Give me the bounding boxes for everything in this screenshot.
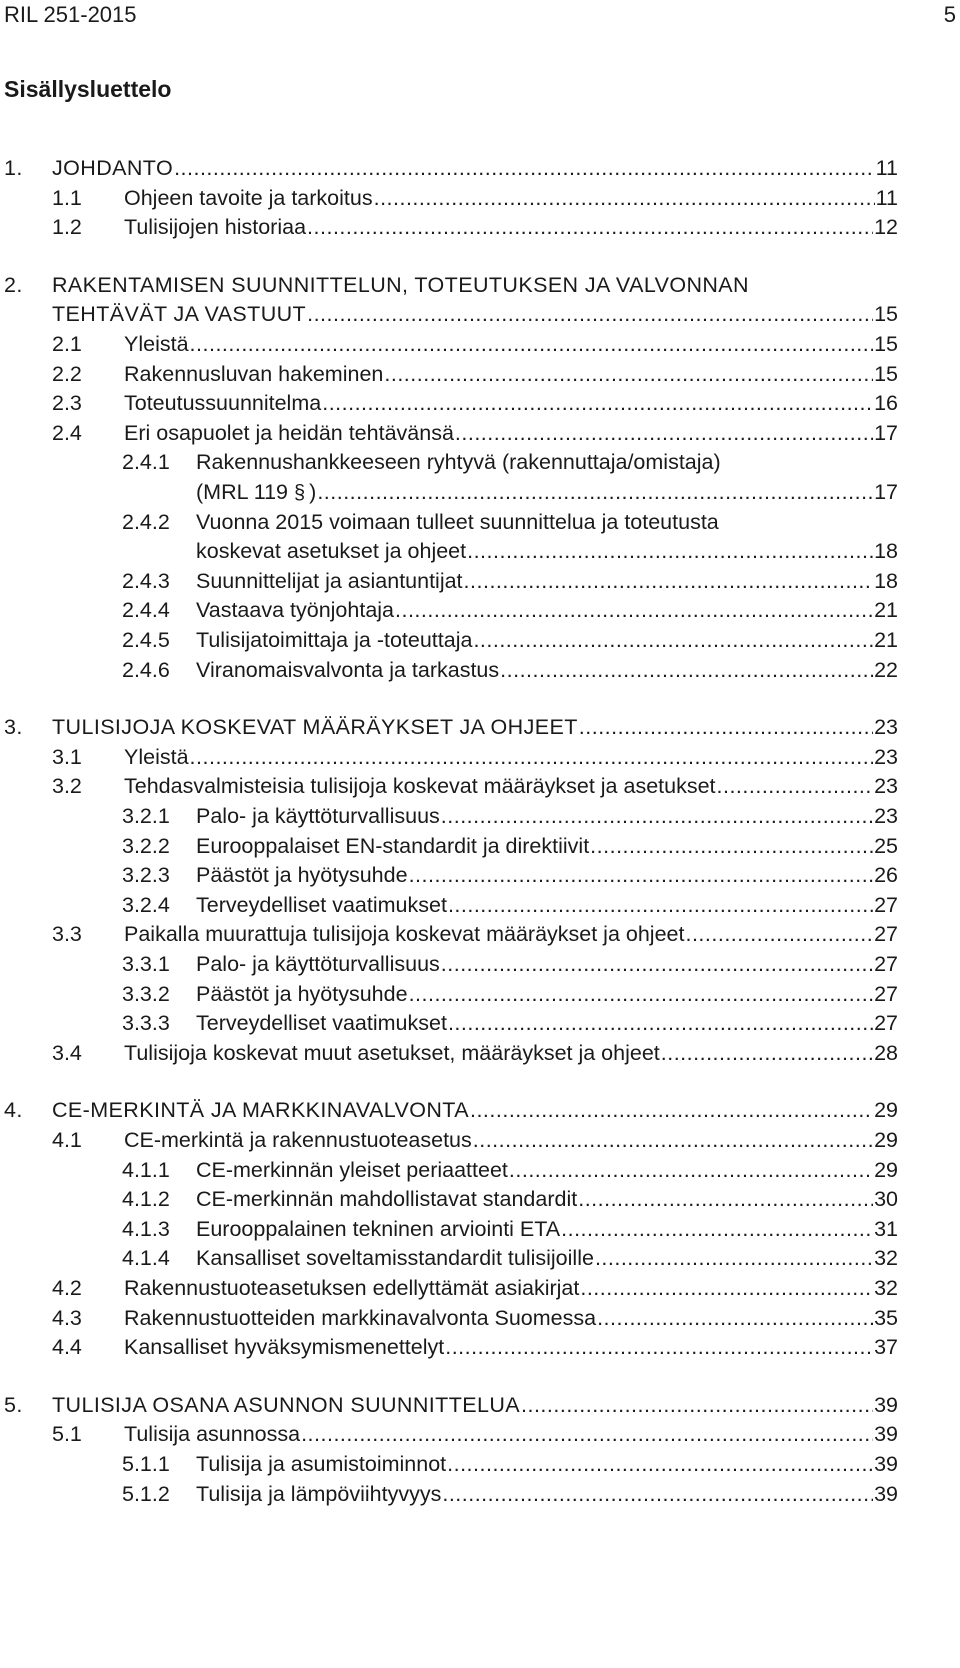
toc-entry-title: Tulisijojen historiaa [124,215,307,240]
dot-leader [442,1478,873,1510]
toc-entry-number: 5.1 [52,1422,82,1447]
dot-leader [580,1272,873,1304]
toc-entry-page: 28 [874,1040,898,1065]
document-id: RIL 251-2015 [4,2,137,27]
toc-entry[interactable] [0,1389,960,1421]
toc-entry[interactable] [0,1007,960,1039]
toc-entry-title-suffix: ) [309,480,317,504]
toc-entry-page: 22 [874,657,898,682]
toc-entry-page: 25 [874,833,898,858]
toc-entry-page: 39 [874,1481,898,1506]
dot-leader [409,978,874,1010]
dot-leader [322,387,873,419]
toc-entry-number: 5.1.2 [122,1481,170,1506]
toc-entry[interactable] [0,446,960,478]
toc-entry-title: CE-merkintä ja rakennustuoteasetus [124,1128,472,1152]
section-sign-symbol: § [294,482,306,504]
toc-entry-number: 3.2.4 [122,892,170,917]
toc-entry-page: 16 [874,391,898,416]
toc-entry[interactable] [0,624,960,656]
toc-entry[interactable] [0,978,960,1010]
toc-entry-page: 15 [874,361,898,386]
dot-leader [384,358,873,390]
dot-leader [579,711,873,743]
toc-entry-number: 3.2.3 [122,863,170,888]
toc-entry-page: 27 [874,922,898,947]
dot-leader [174,152,875,184]
toc-entry[interactable] [0,654,960,686]
toc-entry-title: Tehdasvalmisteisia tulisijoja koskevat määräykset ja asetukset [124,774,716,799]
toc-entry-number: 5.1.1 [122,1452,170,1476]
toc-entry-number: 2.4.3 [122,568,170,593]
toc-entry-number: 4.1.4 [122,1246,170,1271]
toc-entry[interactable] [0,182,960,214]
dot-leader [190,328,874,360]
toc-entry-page: 15 [874,302,898,327]
toc-entry[interactable] [0,711,960,743]
toc-entry[interactable] [0,269,960,301]
toc-entry-page: 23 [874,804,898,828]
toc-entry[interactable] [0,948,960,980]
dot-leader [590,830,873,862]
toc-entry-title: Eurooppalainen tekninen arviointi ETA [196,1216,561,1241]
toc-entry[interactable] [0,506,960,538]
toc-entry-number: 2.4.4 [122,598,170,623]
toc-entry[interactable] [0,387,960,419]
toc-entry-number: 3.2.1 [122,804,170,828]
toc-entry-title: TULISIJOJA KOSKEVAT MÄÄRÄYKSET JA OHJEET [52,715,578,740]
toc-entry-title: Viranomaisvalvonta ja tarkastus [196,657,500,682]
toc-entry-title: Vuonna 2015 voimaan tulleet suunnittelua ja toteutusta [196,509,719,534]
toc-entry-page: 39 [874,1422,898,1447]
toc-entry-title: Suunnittelijat ja asiantuntijat [196,568,463,593]
dot-leader [661,1037,873,1069]
toc-entry-number: 1.2 [52,215,82,240]
toc-entry-number: 1. [4,156,23,180]
dot-leader [190,741,874,773]
dot-leader [447,1448,873,1480]
toc-entry-page: 17 [874,480,898,504]
dot-leader [374,182,875,214]
toc-entry-title: Ohjeen tavoite ja tarkoitus [124,185,373,210]
dot-leader [448,1007,873,1039]
toc-entry[interactable] [0,565,960,597]
toc-entry-title: Vastaava työnjohtaja [196,598,395,623]
dot-leader [509,1154,873,1186]
toc-entry-page: 27 [874,892,898,917]
toc-entry[interactable] [0,594,960,626]
toc-entry[interactable] [0,476,960,508]
dot-leader [464,565,874,597]
toc-entry[interactable] [0,889,960,921]
toc-entry-page: 26 [874,863,898,888]
toc-entry-title: Rakennusluvan hakeminen [124,361,384,386]
toc-entry-title: Rakennustuoteasetuksen edellyttämät asiakirjat [124,1276,580,1300]
toc-entry-title: CE-merkinnän mahdollistavat standardit [196,1187,578,1212]
toc-entry-title: Yleistä [124,332,189,356]
toc-entry-number: 4.1.2 [122,1187,170,1212]
dot-leader [473,1124,873,1156]
toc-entry[interactable] [0,1331,960,1363]
toc-entry-number: 2.3 [52,391,82,416]
dot-leader [307,211,873,243]
toc-entry-title: CE-MERKINTÄ JA MARKKINAVALVONTA [52,1098,469,1123]
toc-entry-title: Yleistä [124,744,189,769]
toc-entry-number: 2.4.6 [122,657,170,682]
toc-entry-title: RAKENTAMISEN SUUNNITTELUN, TOTEUTUKSEN JA VALVONNAN [52,272,749,297]
toc-entry[interactable] [0,770,960,802]
toc-entry-page: 31 [874,1216,898,1241]
toc-entry[interactable] [0,800,960,832]
toc-entry-page: 23 [874,774,898,799]
toc-entry[interactable] [0,152,960,184]
toc-title: Sisällysluettelo [4,76,172,102]
toc-entry[interactable] [0,417,960,449]
toc-entry-page: 17 [874,420,898,445]
toc-entry[interactable] [0,1242,960,1274]
toc-entry[interactable] [0,1213,960,1245]
dot-leader [301,1418,873,1450]
toc-entry-number: 3.2.2 [122,833,170,858]
toc-entry[interactable] [0,1448,960,1480]
toc-entry[interactable] [0,1183,960,1215]
toc-entry-number: 3.3.1 [122,952,170,976]
toc-entry-title: CE-merkinnän yleiset periaatteet [196,1157,508,1182]
toc-entry-title: TULISIJA OSANA ASUNNON SUUNNITTELUA [52,1392,520,1417]
toc-entry-number: 2.4 [52,420,82,445]
toc-entry-page: 18 [874,539,898,564]
toc-entry-title: Terveydelliset vaatimukset [196,892,447,917]
page-number: 5 [943,2,956,27]
toc-entry-number: 4.1.3 [122,1216,170,1241]
toc-entry-page: 29 [874,1128,898,1152]
toc-entry-number: 3.3 [52,922,82,947]
toc-entry-number: 3.4 [52,1040,82,1065]
dot-leader [467,535,873,567]
toc-entry[interactable] [0,1418,960,1450]
toc-entry-page: 29 [874,1098,898,1123]
toc-entry-page: 11 [875,185,898,210]
toc-entry[interactable] [0,1154,960,1186]
toc-entry-number: 3. [4,715,23,740]
toc-entry-title: Kansalliset soveltamisstandardit tulisijoille [196,1246,594,1271]
toc-entry[interactable] [0,328,960,360]
toc-entry-title: Eurooppalaiset EN-standardit ja direktiivit [196,833,590,858]
toc-entry-title: Tulisija ja asumistoiminnot [196,1452,447,1476]
toc-entry-number: 2.1 [52,332,82,356]
dot-leader [409,859,874,891]
dot-leader [470,1094,873,1126]
dot-leader [395,594,873,626]
toc-entry[interactable] [0,741,960,773]
toc-entry[interactable] [0,1037,960,1069]
toc-entry-number: 2.4.5 [122,628,170,652]
toc-entry-page: 39 [874,1392,898,1417]
dot-leader [473,624,873,656]
toc-entry[interactable] [0,298,960,330]
dot-leader [500,654,873,686]
toc-entry-number: 3.3.2 [122,981,170,1006]
toc-entry[interactable] [0,535,960,567]
dot-leader [448,889,873,921]
toc-entry-page: 12 [874,215,898,240]
toc-entry-page: 32 [874,1276,898,1300]
toc-entry-title: Kansalliset hyväksymismenettelyt [124,1335,445,1360]
dot-leader [597,1302,873,1334]
toc-entry-page: 27 [874,981,898,1006]
toc-entry-title: Rakennustuotteiden markkinavalvonta Suomessa [124,1305,597,1330]
dot-leader [717,770,874,802]
toc-entry-page: 37 [874,1335,898,1360]
toc-entry-number: 2. [4,272,23,297]
toc-entry-number: 4.1.1 [122,1157,170,1182]
toc-entry-title: Päästöt ja hyötysuhde [196,981,408,1006]
dot-leader [561,1213,873,1245]
toc-entry-title: Tulisija asunnossa [124,1422,301,1447]
toc-entry-title: Eri osapuolet ja heidän tehtävänsä [124,420,454,445]
toc-entry[interactable] [0,1478,960,1510]
toc-entry-title: Paikalla muurattuja tulisijoja koskevat määräykset ja ohjeet [124,922,685,947]
toc-entry-number: 3.1 [52,744,82,769]
toc-entry-title: Päästöt ja hyötysuhde [196,863,408,888]
toc-entry-title: Tulisijoja koskevat muut asetukset, määräykset ja ohjeet [124,1040,660,1065]
dot-leader [455,417,873,449]
toc-entry-number: 4.2 [52,1276,82,1300]
toc-entry-page: 15 [874,332,898,356]
toc-entry-title: Toteutussuunnitelma [124,391,322,416]
dot-leader [307,298,873,330]
toc-entry-page: 32 [874,1246,898,1271]
toc-entry-page: 27 [874,1011,898,1036]
toc-entry-number: 3.2 [52,774,82,799]
toc-entry-page: 11 [875,156,898,180]
toc-entry-page: 21 [874,628,898,652]
toc-entry-title: Tulisija ja lämpöviihtyvyys [196,1481,442,1506]
toc-entry[interactable] [0,1302,960,1334]
toc-entry-number: 4.3 [52,1305,82,1330]
toc-entry[interactable] [0,1272,960,1304]
toc-entry-page: 29 [874,1157,898,1182]
toc-entry-page: 23 [874,715,898,740]
toc-entry[interactable] [0,211,960,243]
toc-entry-page: 23 [874,744,898,769]
toc-entry-number: 5. [4,1392,23,1417]
toc-entry-page: 18 [874,568,898,593]
toc-entry[interactable] [0,1094,960,1126]
toc-entry-title: Terveydelliset vaatimukset [196,1011,447,1036]
toc-entry-number: 2.4.2 [122,509,170,534]
toc-entry-title: (MRL 119 [196,480,289,504]
toc-entry-number: 2.4.1 [122,450,170,475]
toc-entry-number: 3.3.3 [122,1011,170,1036]
toc-entry-number: 1.1 [52,185,82,210]
toc-entry-title: Palo- ja käyttöturvallisuus [196,952,440,976]
dot-leader [317,476,873,508]
toc-entry-page: 39 [874,1452,898,1476]
dot-leader [595,1242,873,1274]
dot-leader [578,1183,873,1215]
toc-entry-number: 4.1 [52,1128,82,1152]
toc-entry-title: JOHDANTO [52,156,174,180]
toc-entry-title: Tulisijatoimittaja ja -toteuttaja [196,628,473,652]
toc-entry-page: 35 [874,1305,898,1330]
toc-entry[interactable] [0,358,960,390]
toc-entry-number: 4. [4,1098,23,1123]
toc-entry[interactable] [0,1124,960,1156]
toc-entry-page: 21 [874,598,898,623]
toc-entry-page: 27 [874,952,898,976]
toc-entry-title: Rakennushankkeeseen ryhtyvä (rakennuttaja/omistaja) [196,450,721,475]
toc-entry-title: TEHTÄVÄT JA VASTUUT [52,302,307,327]
dot-leader [441,948,873,980]
toc-entry-number: 4.4 [52,1335,82,1360]
dot-leader [445,1331,873,1363]
toc-entry[interactable] [0,830,960,862]
dot-leader [441,800,873,832]
toc-entry[interactable] [0,859,960,891]
toc-entry-title: Palo- ja käyttöturvallisuus [196,804,440,828]
toc-entry-number: 2.2 [52,361,82,386]
dot-leader [521,1389,873,1421]
toc-entry-page: 30 [874,1187,898,1212]
toc-entry-title: koskevat asetukset ja ohjeet [196,539,467,564]
toc-entry[interactable] [0,918,960,950]
dot-leader [685,918,873,950]
